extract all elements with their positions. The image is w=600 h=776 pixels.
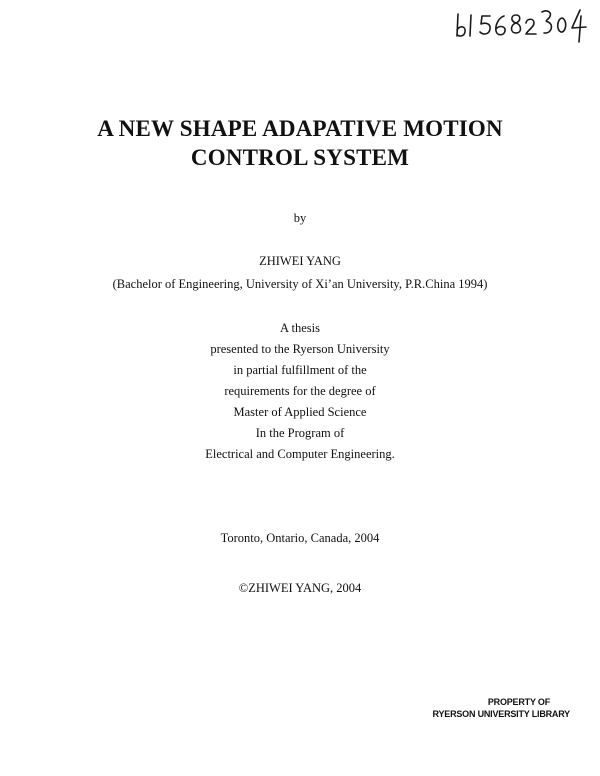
copyright-notice: ©ZHIWEI YANG, 2004 bbox=[238, 581, 362, 595]
thesis-title-line-2: CONTROL SYSTEM bbox=[190, 145, 410, 170]
thesis-statement-line: In the Program of bbox=[255, 426, 345, 440]
thesis-title-line-1: A NEW SHAPE ADAPATIVE MOTION bbox=[97, 116, 503, 141]
location-year: Toronto, Ontario, Canada, 2004 bbox=[220, 531, 380, 545]
thesis-statement-line: in partial fulfillment of the bbox=[233, 363, 367, 377]
author-name: ZHIWEI YANG bbox=[259, 254, 341, 268]
author-credentials: (Bachelor of Engineering, University of Xi’an University, P.R.China 1994) bbox=[112, 277, 488, 291]
thesis-statement-line: Electrical and Computer Engineering. bbox=[205, 447, 395, 461]
thesis-statement-line: requirements for the degree of bbox=[224, 384, 376, 398]
library-stamp-line-2: RYERSON UNIVERSITY LIBRARY bbox=[432, 709, 570, 719]
thesis-title bbox=[0, 114, 600, 172]
by-label: by bbox=[293, 211, 307, 225]
thesis-statement-line: A thesis bbox=[280, 321, 320, 335]
thesis-statement-line: presented to the Ryerson University bbox=[210, 342, 390, 356]
handwritten-catalog-number bbox=[452, 6, 592, 46]
library-property-stamp bbox=[420, 696, 570, 720]
library-stamp-line-1: PROPERTY OF bbox=[487, 697, 550, 707]
thesis-statement-line: Master of Applied Science bbox=[233, 405, 367, 419]
